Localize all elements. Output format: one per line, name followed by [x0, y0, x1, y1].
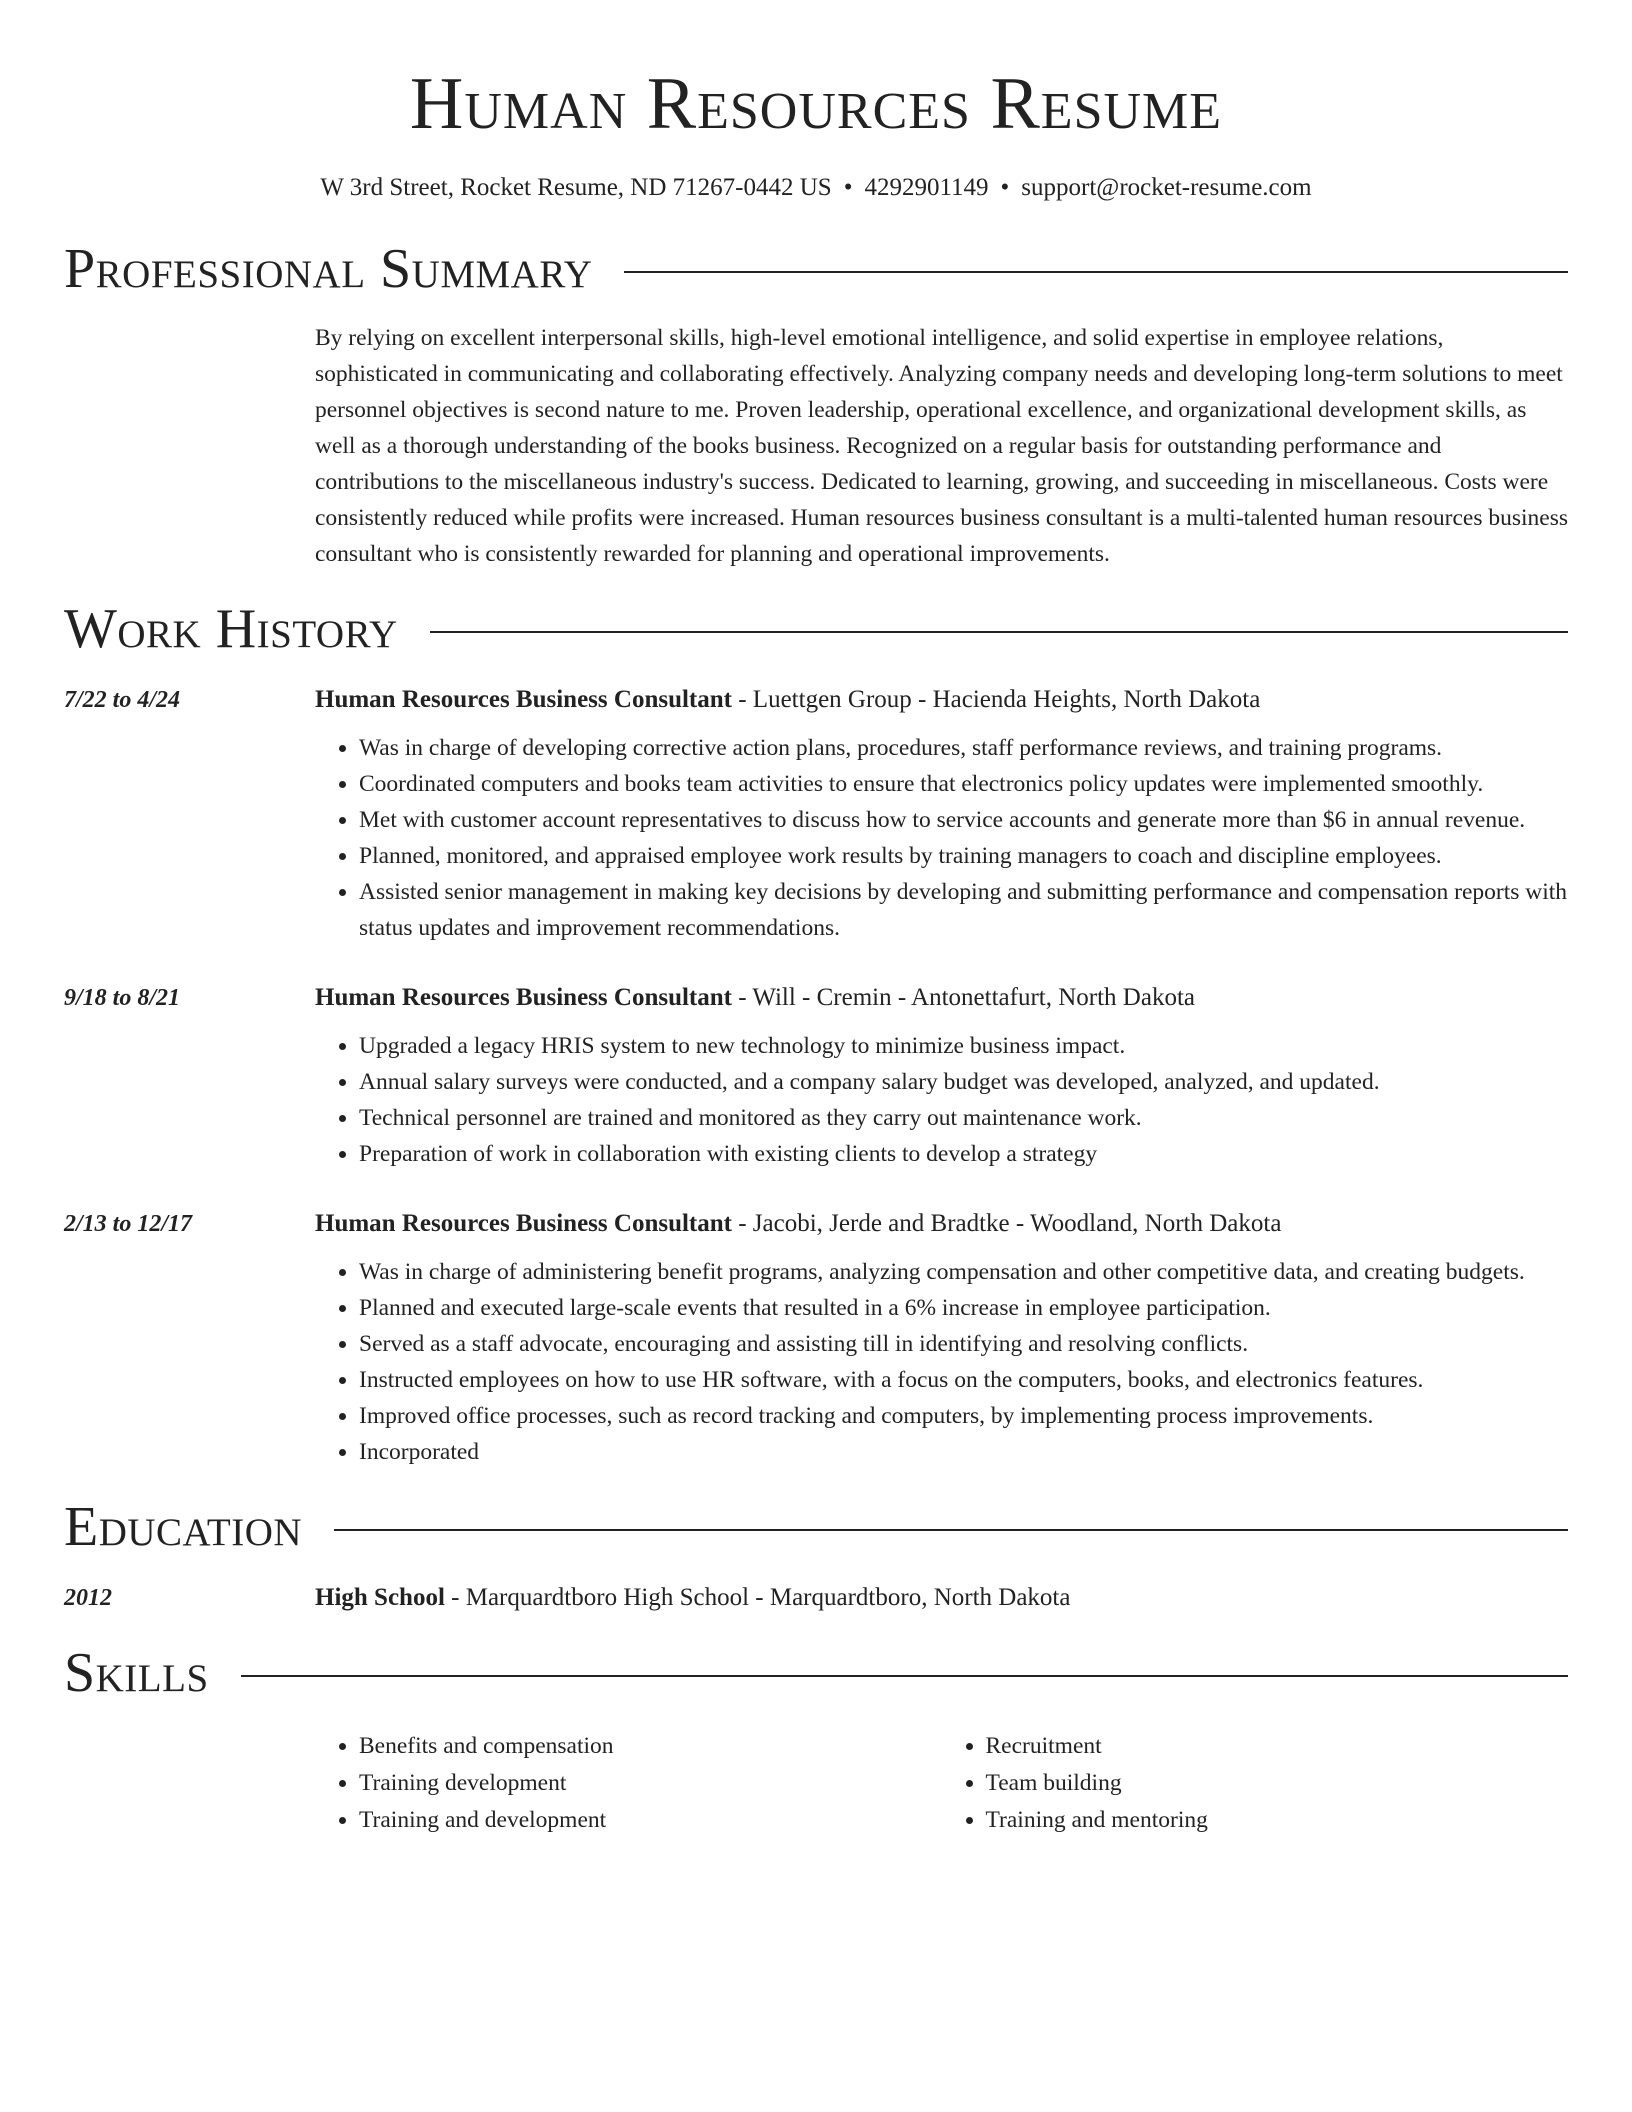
- list-item: • Assisted senior management in making key decisions by developing and submitting performance and compensation reports with status updates and improvement recommendations.: [359, 874, 1568, 946]
- contact-address: W 3rd Street, Rocket Resume, ND 71267-0442 US: [320, 174, 832, 201]
- skills-column-left: [315, 1728, 942, 1839]
- job-entry: [64, 980, 1568, 1172]
- skills-grid: [315, 1728, 1568, 1839]
- summary-heading: Professional Summary: [64, 238, 593, 300]
- list-item: • Annual salary surveys were conducted, and a company salary budget was developed, analyzed, and updated.: [359, 1064, 1568, 1100]
- education-entry: [64, 1580, 1568, 1616]
- job-title: Human Resources Business Consultant: [315, 686, 732, 713]
- job-dates: 9/18 to 8/21: [64, 985, 181, 1011]
- work-heading: Work History: [64, 598, 398, 660]
- list-item: • Planned and executed large-scale events that resulted in a 6% increase in employee participation.: [359, 1290, 1568, 1326]
- education-heading: Education: [64, 1496, 303, 1558]
- section-divider: [241, 1675, 1568, 1677]
- section-divider: [624, 271, 1568, 273]
- job-dates: 2/13 to 12/17: [64, 1211, 193, 1237]
- skills-section-header: [64, 1638, 1568, 1708]
- job-details: - Will - Cremin - Antonettafurt, North Dakota: [731, 984, 1195, 1011]
- job-bullets: [315, 1028, 1568, 1172]
- list-item: • Coordinated computers and books team activities to ensure that electronics policy updates were implemented smoothly.: [359, 766, 1568, 802]
- list-item: • Planned, monitored, and appraised employee work results by training managers to coach and discipline employees.: [359, 838, 1568, 874]
- skill-item: • Recruitment: [986, 1728, 1569, 1765]
- job-title: Human Resources Business Consultant: [315, 984, 732, 1011]
- list-item: • Technical personnel are trained and monitored as they carry out maintenance work.: [359, 1100, 1568, 1136]
- work-section-header: [64, 594, 1568, 664]
- summary-section-header: [64, 234, 1568, 304]
- education-details: - Marquardtboro High School - Marquardtboro, North Dakota: [444, 1584, 1071, 1611]
- education-section-header: [64, 1492, 1568, 1562]
- job-title: Human Resources Business Consultant: [315, 1210, 732, 1237]
- contact-line: [64, 172, 1568, 204]
- job-details: - Luettgen Group - Hacienda Heights, North Dakota: [731, 686, 1261, 713]
- resume-title: Human Resources Resume: [409, 63, 1223, 145]
- section-divider: [334, 1529, 1568, 1531]
- education-line: [315, 1580, 1568, 1616]
- contact-separator: •: [843, 174, 853, 201]
- job-details: - Jacobi, Jerde and Bradtke - Woodland, North Dakota: [731, 1210, 1282, 1237]
- list-item: • Was in charge of developing corrective action plans, procedures, staff performance reviews, and training programs.: [359, 730, 1568, 766]
- list-item: • Incorporated: [359, 1434, 1568, 1470]
- list-item: • Upgraded a legacy HRIS system to new technology to minimize business impact.: [359, 1028, 1568, 1064]
- list-item: • Was in charge of administering benefit programs, analyzing compensation and other competitive data, and creating budgets.: [359, 1254, 1568, 1290]
- education-degree: High School: [315, 1584, 445, 1611]
- job-header: [64, 682, 1568, 718]
- education-year: 2012: [64, 1585, 112, 1611]
- list-item: • Improved office processes, such as record tracking and computers, by implementing process improvements.: [359, 1398, 1568, 1434]
- skills-heading: Skills: [64, 1642, 209, 1704]
- list-item: • Preparation of work in collaboration with existing clients to develop a strategy: [359, 1136, 1568, 1172]
- job-entry: [64, 682, 1568, 946]
- list-item: • Served as a staff advocate, encouraging and assisting till in identifying and resolving conflicts.: [359, 1326, 1568, 1362]
- list-item: • Instructed employees on how to use HR software, with a focus on the computers, books, and electronics features.: [359, 1362, 1568, 1398]
- job-entry: [64, 1206, 1568, 1470]
- job-dates: 7/22 to 4/24: [64, 687, 181, 713]
- skill-item: • Team building: [986, 1765, 1569, 1802]
- job-header: [64, 1206, 1568, 1242]
- job-title-line: [315, 1206, 1568, 1242]
- skill-item: • Benefits and compensation: [359, 1728, 942, 1765]
- job-bullets: [315, 730, 1568, 946]
- job-header: [64, 980, 1568, 1016]
- job-title-line: [315, 980, 1568, 1016]
- skill-item: • Training development: [359, 1765, 942, 1802]
- contact-phone: 4292901149: [864, 174, 989, 201]
- skill-item: • Training and development: [359, 1802, 942, 1839]
- skills-column-right: [942, 1728, 1569, 1839]
- job-bullets: [315, 1254, 1568, 1470]
- summary-text: By relying on excellent interpersonal skills, high-level emotional intelligence, and solid expertise in employee relations, sophisticated in communicating and collaborating effectively. Analyzing company needs and developing long-term solutions to meet personnel objectives is second nature to me. Proven leadership, operational excellence, and organizational development skills, as well as a thorough understanding of the books business. Recognized on a regular basis for outstanding performance and contributions to the miscellaneous industry's success. Dedicated to learning, growing, and succeeding in miscellaneous. Costs were consistently reduced while profits were increased. Human resources business consultant is a multi-talented human resources business consultant who is consistently rewarded for planning and operational improvements.: [315, 325, 1568, 567]
- job-title-line: [315, 682, 1568, 718]
- skill-item: • Training and mentoring: [986, 1802, 1569, 1839]
- contact-email: support@rocket-resume.com: [1021, 174, 1312, 201]
- contact-separator: •: [1000, 174, 1010, 201]
- list-item: • Met with customer account representatives to discuss how to service accounts and generate more than $6 in annual revenue.: [359, 802, 1568, 838]
- section-divider: [430, 631, 1568, 633]
